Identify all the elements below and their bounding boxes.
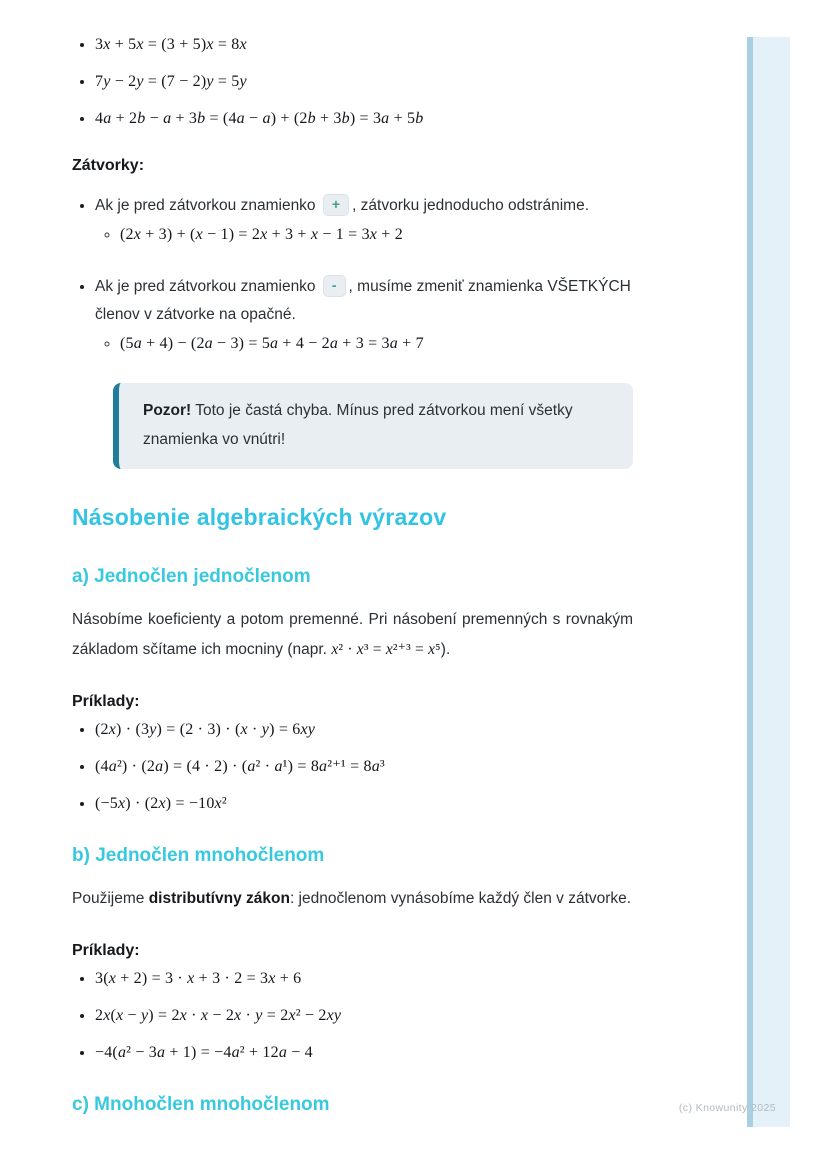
list-item [120,331,633,357]
list-item [95,1042,633,1063]
math-expression: (2x + 3) + (x − 1) = 2x + 3 + x − 1 = 3x + 2 [120,226,403,243]
subsection-a-examples [72,719,633,814]
callout-text: Toto je častá chyba. Mínus pred zátvorkou mení všetky znamienka vo vnútri! [143,402,573,448]
parentheses-rules-list [72,191,633,357]
rule-text-suffix: , zátvorku jednoducho odstránime. [352,197,590,214]
list-item [95,793,633,814]
math-expression: 4a + 2b − a + 3b = (4a − a) + (2b + 3b) = 3a + 5b [95,110,424,127]
paragraph-bold-term: distributívny zákon [148,890,290,907]
math-expression: (5a + 4) − (2a − 3) = 5a + 4 − 2a + 3 = 3a + 7 [120,335,424,352]
copyright-footer: (c) Knowunity 2025 [678,1102,776,1114]
subsection-a-title: a) Jednočlen jednočlenom [72,566,311,587]
math-expression: −4(a² − 3a + 1) = −4a² + 12a − 4 [95,1044,313,1061]
math-expression: (2x) · (3y) = (2 · 3) · (x · y) = 6xy [95,721,316,738]
list-item [95,719,633,740]
rule-text-prefix: Ak je pred zátvorkou znamienko [95,278,316,295]
subsection-b-paragraph [72,884,633,914]
paragraph-text: Použijeme [72,890,149,907]
examples-label-b: Príklady: [72,942,140,959]
list-item [95,1005,633,1026]
math-expression: x² · x³ = x²⁺³ = x⁵ [331,641,441,658]
math-expression: 7y − 2y = (7 − 2)y = 5y [95,73,247,90]
examples-label-a: Príklady: [72,693,140,710]
rule-minus [95,272,633,357]
rule-example-list [95,222,633,248]
subsection-b-title: b) Jednočlen mnohočlenom [72,845,325,866]
rule-text-suffix: , musíme zmeniť znamienka VŠETKÝCH členov v zátvorke na opačné. [95,278,631,323]
list-item [120,222,633,248]
section-title-multiplication: Násobenie algebraických výrazov [72,504,447,530]
document-content [72,28,633,1117]
math-expression: (−5x) · (2x) = −10x² [95,795,227,812]
plus-sign-badge: + [323,194,349,216]
paragraph-text: Násobíme koeficienty a potom premenné. Pri násobení premenných s rovnakým základom sčítame ich mocniny (napr. [72,611,633,658]
list-item [95,71,633,92]
math-expression: 3(x + 2) = 3 · x + 3 · 2 = 3x + 6 [95,970,302,987]
math-expression: (4a²) · (2a) = (4 · 2) · (a² · a¹) = 8a²⁺¹ = 8a³ [95,758,385,775]
warning-callout [113,383,633,469]
subsection-c-title: c) Mnohočlen mnohočlenom [72,1094,330,1115]
minus-sign-badge: - [323,275,346,297]
rule-example-list [95,331,633,357]
math-expression: 3x + 5x = (3 + 5)x = 8x [95,36,247,53]
list-item [95,756,633,777]
combining-terms-examples [72,34,633,129]
rule-plus [95,191,633,248]
list-item [95,108,633,129]
zatvorky-heading: Zátvorky: [72,157,145,174]
rule-text-prefix: Ak je pred zátvorkou znamienko [95,197,316,214]
scrollbar[interactable] [747,37,790,1127]
list-item [95,34,633,55]
callout-bold-lead: Pozor! [143,402,192,419]
math-expression: 2x(x − y) = 2x · x − 2x · y = 2x² − 2xy [95,1007,342,1024]
paragraph-text: : jednočlenom vynásobíme každý člen v zátvorke. [289,890,632,907]
paragraph-text: ). [440,641,451,658]
list-item [95,968,633,989]
subsection-b-examples [72,968,633,1063]
subsection-a-paragraph [72,605,633,665]
